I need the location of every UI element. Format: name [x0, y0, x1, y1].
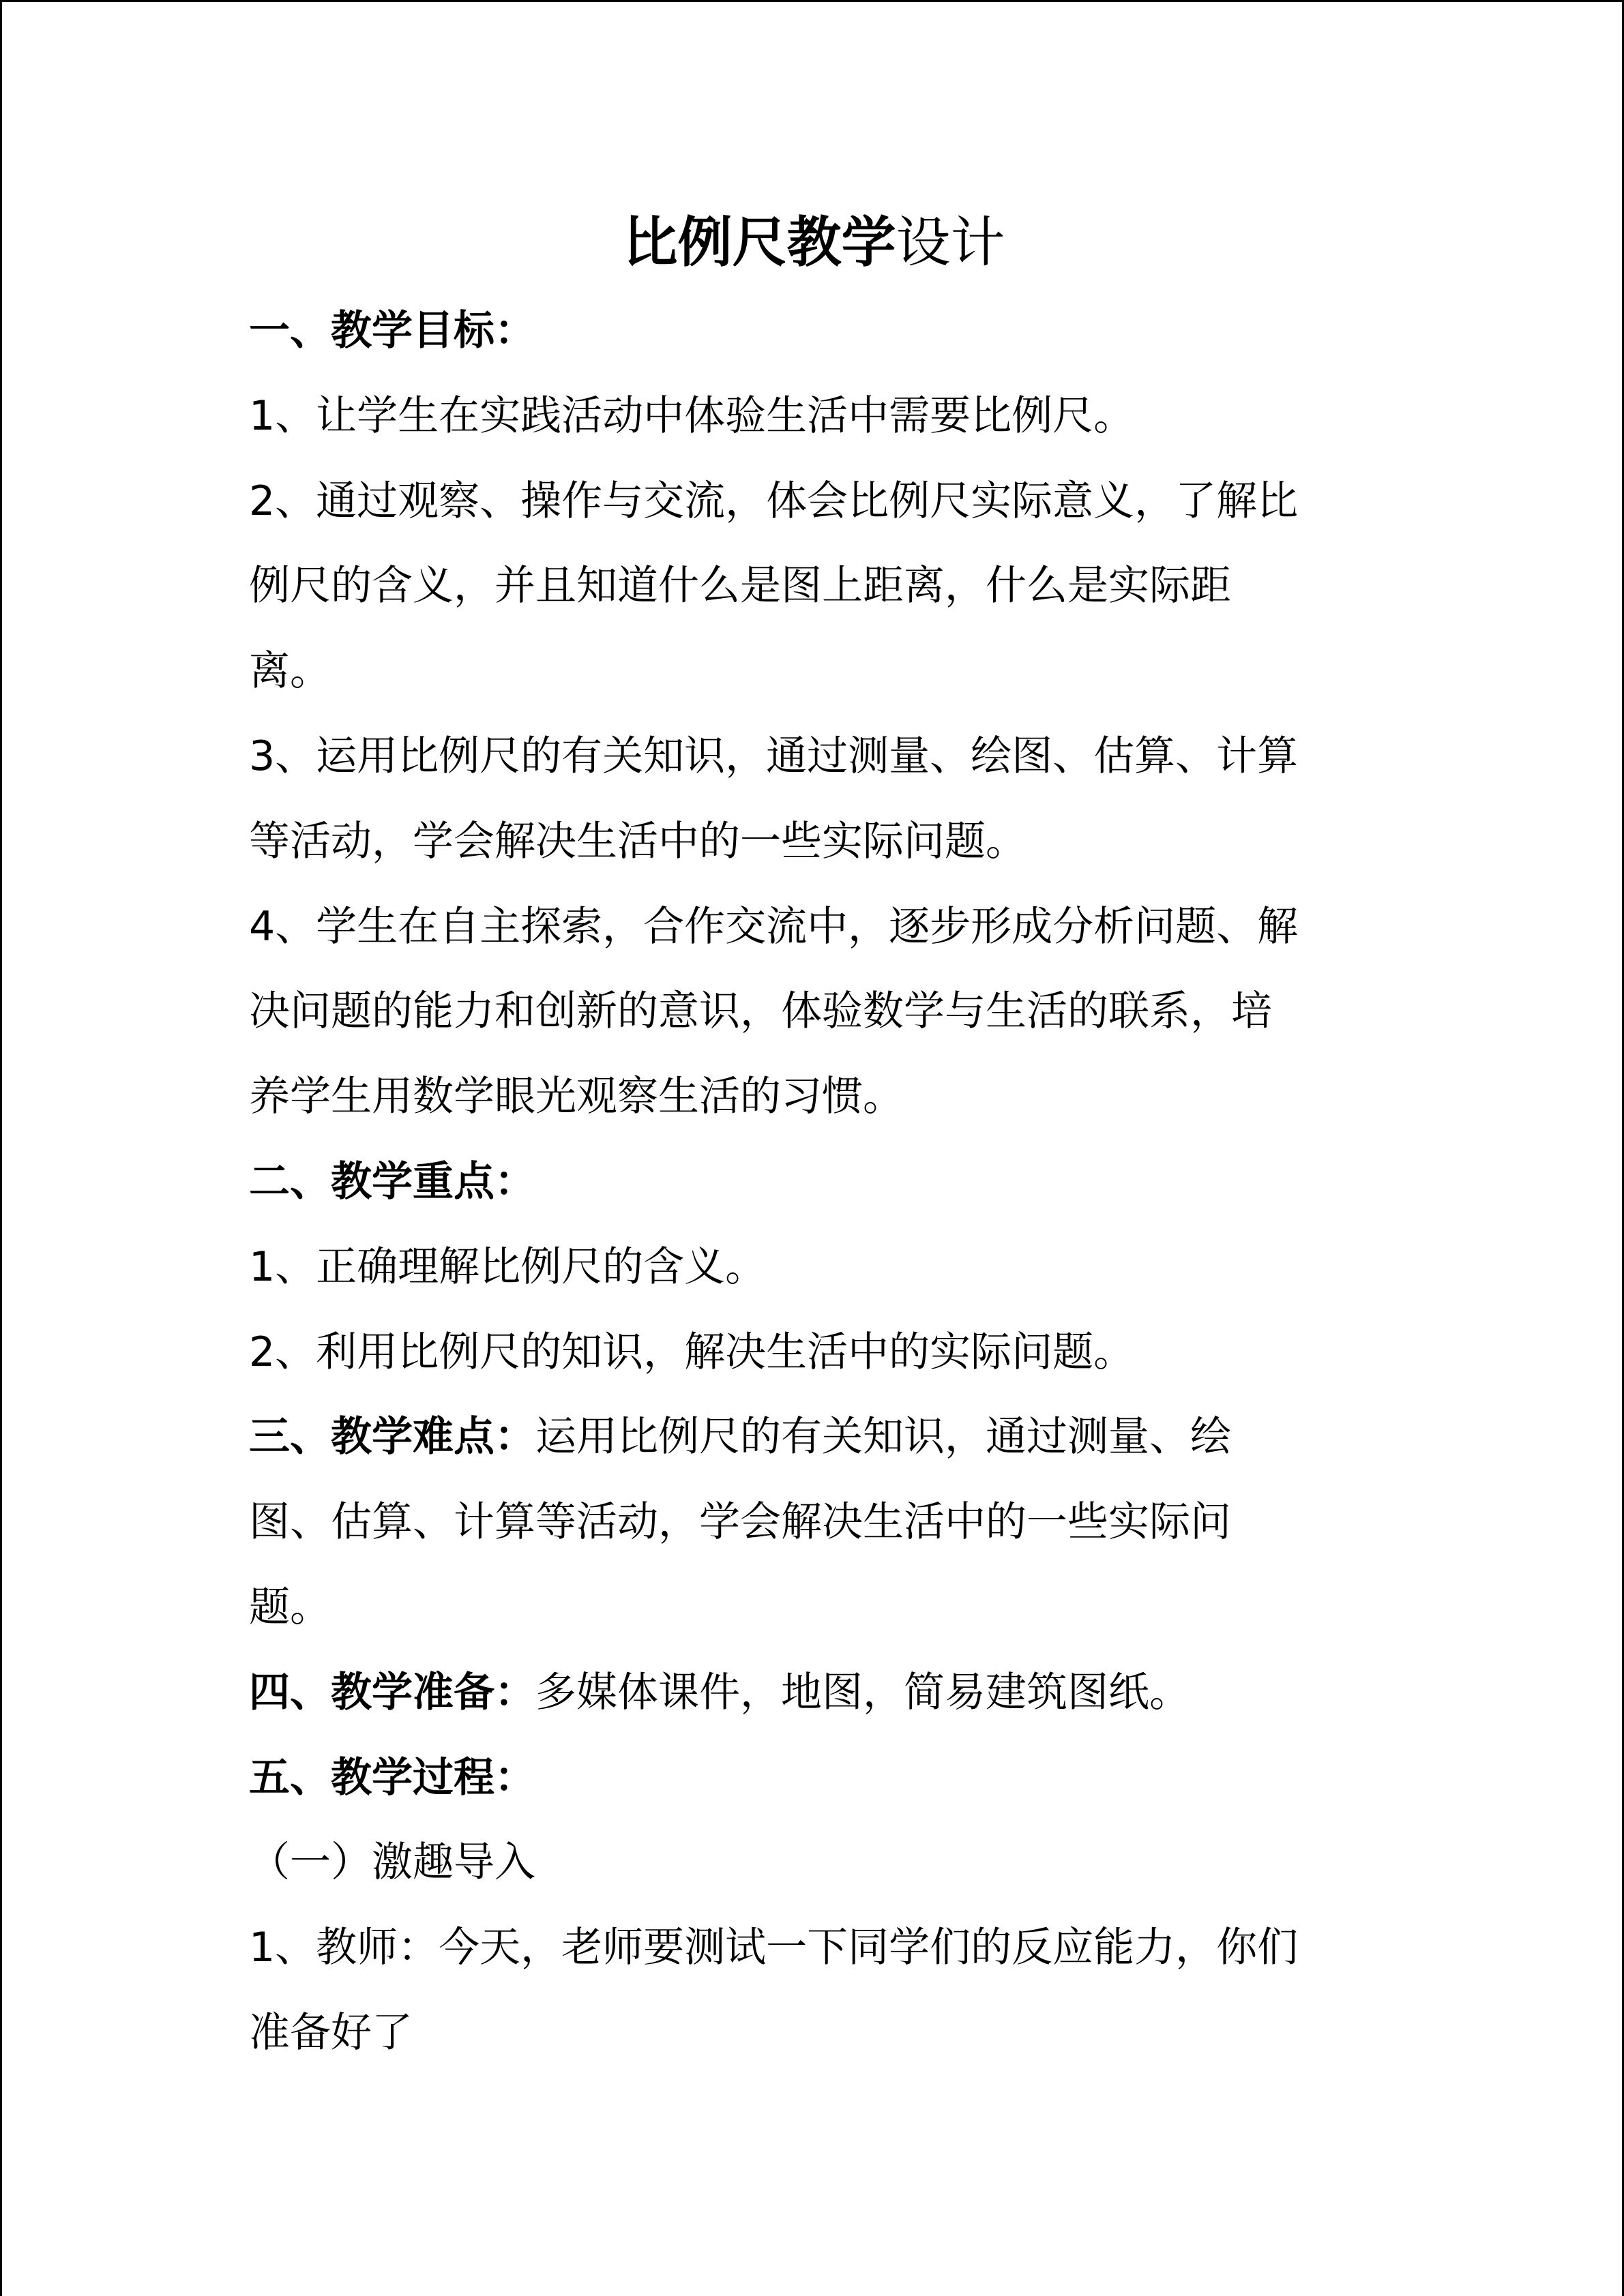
difficulty-text-1: 运用比例尺的有关知识，通过测量、绘 [535, 1413, 1231, 1461]
difficulty-line-2: 图、估算、计算等活动，学会解决生活中的一些实际问 [249, 1498, 1231, 1547]
page-title [2, 205, 1624, 280]
title-normal-part: 设计 [896, 211, 1005, 274]
difficulty-line-3: 题。 [249, 1583, 331, 1631]
process-item-1-line-2: 准备好了 [249, 2008, 413, 2057]
difficulty-line-1 [249, 1395, 1374, 1480]
key-point-1: 1、正确理解比例尺的含义。 [249, 1242, 767, 1291]
preparation-text: 多媒体课件，地图，简易建筑图纸。 [535, 1668, 1190, 1716]
process-item-1-line-1: 1、教师：今天，老师要测试一下同学们的反应能力，你们 [249, 1924, 1299, 1972]
title-bold-part: 比例尺教学 [623, 211, 896, 274]
goal-1: 1、让学生在实践活动中体验生活中需要比例尺。 [249, 391, 1135, 440]
section-heading-difficulty: 三、教学难点： [249, 1413, 535, 1461]
goal-2-line-3: 离。 [249, 647, 331, 696]
section-heading-key-points: 二、教学重点： [249, 1157, 535, 1206]
section-heading-preparation: 四、教学准备： [249, 1668, 535, 1716]
goal-4-line-1: 4、学生在自主探索，合作交流中，逐步形成分析问题、解 [249, 902, 1299, 951]
section-heading-process: 五、教学过程： [249, 1753, 535, 1802]
goal-3-line-1: 3、运用比例尺的有关知识，通过测量、绘图、估算、计算 [249, 732, 1299, 780]
goal-2-line-2: 例尺的含义，并且知道什么是图上距离，什么是实际距 [249, 562, 1231, 610]
goal-4-line-3: 养学生用数学眼光观察生活的习惯。 [249, 1073, 904, 1121]
goal-4-line-2: 决问题的能力和创新的意识，体验数学与生活的联系，培 [249, 987, 1272, 1036]
process-subheading-1: （一）激趣导入 [249, 1838, 535, 1887]
goal-3-line-2: 等活动，学会解决生活中的一些实际问题。 [249, 817, 1027, 865]
section-heading-goals: 一、教学目标： [249, 307, 535, 355]
preparation-line [249, 1650, 1374, 1735]
key-point-2: 2、利用比例尺的知识，解决生活中的实际问题。 [249, 1328, 1135, 1376]
document-body [249, 288, 1374, 2076]
goal-2-line-1: 2、通过观察、操作与交流，体会比例尺实际意义，了解比 [249, 477, 1299, 525]
